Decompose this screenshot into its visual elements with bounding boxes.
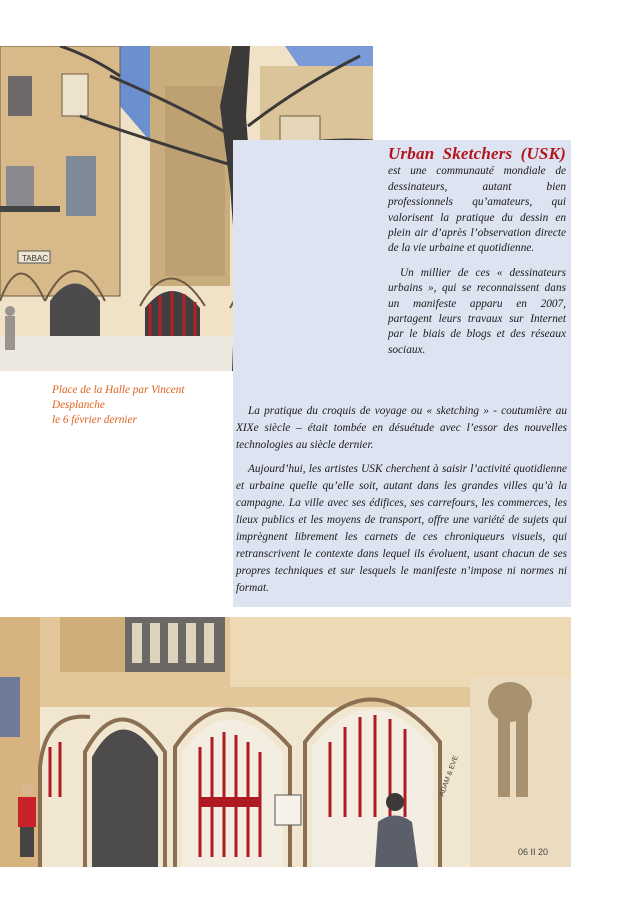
shop-sign-text: TABAC	[22, 254, 49, 263]
caption-line-1: Place de la Halle par Vincent Desplanche	[52, 384, 185, 411]
body-paragraph-2: Aujourd’hui, les artistes USK cherchent à saisir l’activité quotidienne et urbaine quelle qu’elle soit, autant dans les grandes villes qu’à la campagne. La ville avec ses édifices, ses carrefours, les commerces, les lieux publics et les moyens de transport, offre une variété de sujets qui imprègnent librement les carnets de ces chroniqueurs visuels, qui retranscrivent le contexte dans lequel ils évoluent, usant chacun de ses propres techniques et sur lesquels le manifeste n’impose ni normes ni format.	[236, 463, 567, 594]
bottom-sketch-date: 06 II 20	[518, 847, 549, 857]
intro-text	[388, 146, 566, 358]
body-text	[236, 403, 567, 597]
intro-paragraph-2: Un millier de ces « dessinateurs urbains », qui se reconnaissent dans un manifeste apparu en 2007, partagent leurs travaux sur Internet par le biais de blogs et des réseaux sociaux.	[388, 266, 566, 356]
bottom-sketch-image	[0, 617, 571, 867]
lead-title: Urban Sketchers (USK)	[388, 144, 566, 163]
caption-line-2: le 6 février dernier	[52, 414, 137, 426]
intro-paragraph-1: est une communauté mondiale de dessinateurs, autant bien professionnels qu’amateurs, qui valorisent la pratique du dessin en plein air d’après l’observation directe de la vie urbaine et quotidienne.	[388, 165, 566, 255]
body-paragraph-1: La pratique du croquis de voyage ou « sketching » - coutumière au XIXe siècle – était tombée en désuétude avec l’essor des nouvelles technologies au siècle dernier.	[236, 405, 567, 451]
statue-label: ADAM & EVE	[438, 754, 460, 798]
image-caption	[52, 383, 232, 428]
